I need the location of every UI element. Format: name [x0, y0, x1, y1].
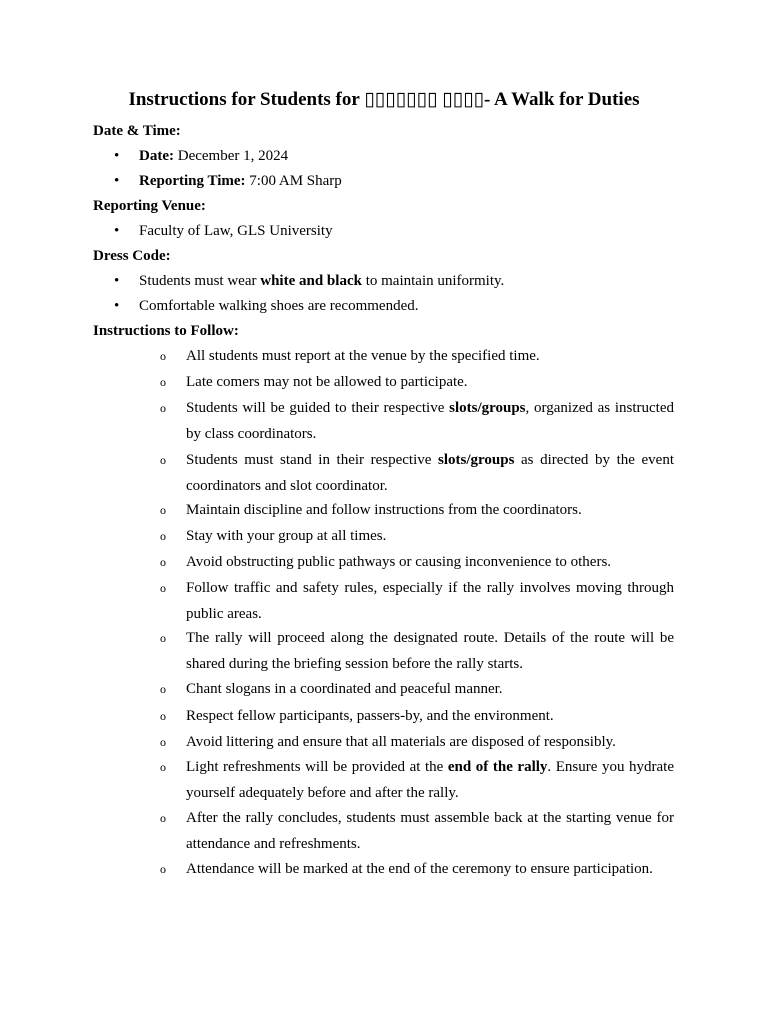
venue-text: Faculty of Law, GLS University — [139, 223, 333, 239]
instructions-heading: Instructions to Follow: — [93, 323, 239, 339]
instruction-text: Attendance will be marked at the end of the ceremony to ensure participation. — [186, 861, 653, 877]
instruction-item — [160, 856, 674, 882]
instruction-text: All students must report at the venue by the specified time. — [186, 348, 540, 364]
circle-bullet-icon: o — [160, 682, 166, 696]
instruction-text: Avoid littering and ensure that all materials are disposed of responsibly. — [186, 734, 616, 750]
bullet-icon: • — [114, 173, 120, 189]
shoes-text: Comfortable walking shoes are recommended. — [139, 298, 419, 314]
date-time-heading: Date & Time: — [93, 123, 181, 139]
circle-bullet-icon: o — [160, 862, 166, 876]
circle-bullet-icon: o — [160, 453, 166, 467]
venue-heading: Reporting Venue: — [93, 198, 206, 214]
text-span: Students must wear — [139, 273, 261, 289]
date-line — [139, 147, 288, 165]
circle-bullet-icon: o — [160, 555, 166, 569]
bullet-icon: • — [114, 273, 120, 289]
reporting-time-value: 7:00 AM Sharp — [245, 173, 342, 189]
instruction-item — [160, 549, 674, 575]
emphasis-text: end of the rally — [447, 759, 548, 775]
dress-code-heading: Dress Code: — [93, 248, 171, 264]
instruction-item — [160, 703, 674, 729]
circle-bullet-icon: o — [160, 631, 166, 645]
instruction-item — [160, 676, 674, 702]
instruction-text — [186, 447, 674, 499]
instruction-text — [186, 395, 674, 447]
bullet-icon: • — [114, 148, 120, 164]
circle-bullet-icon: o — [160, 375, 166, 389]
instruction-item — [160, 343, 674, 369]
circle-bullet-icon: o — [160, 735, 166, 749]
instruction-text: The rally will proceed along the designated route. Details of the route will be shared during the briefing session before the rally starts. — [186, 630, 674, 672]
instruction-text: Chant slogans in a coordinated and peaceful manner. — [186, 681, 503, 697]
circle-bullet-icon: o — [160, 581, 166, 595]
emphasis-text: slots/groups — [449, 400, 526, 416]
instruction-text: Late comers may not be allowed to participate. — [186, 374, 468, 390]
reporting-time-label: Reporting Time: — [139, 173, 246, 189]
instruction-item — [160, 625, 674, 677]
instruction-item — [160, 523, 674, 549]
circle-bullet-icon: o — [160, 401, 166, 415]
instruction-item — [160, 395, 674, 447]
text-span: . Ensure you hydrate yourself adequately before and after the rally. — [186, 759, 674, 801]
text-span: as directed by the event coordinators and slot coordinator. — [186, 452, 674, 494]
date-value: December 1, 2024 — [173, 148, 289, 164]
date-label: Date: — [139, 148, 174, 164]
circle-bullet-icon: o — [160, 811, 166, 825]
bullet-icon: • — [114, 223, 120, 239]
instruction-item — [160, 369, 674, 395]
text-span: , organized as instructed by class coordinators. — [186, 400, 674, 442]
emphasis-text: slots/groups — [438, 452, 515, 468]
instruction-text: Respect fellow participants, passers-by, and the environment. — [186, 708, 554, 724]
dress-code-text — [139, 272, 504, 290]
circle-bullet-icon: o — [160, 503, 166, 517]
text-span: Students must stand in their respective — [186, 452, 439, 468]
instruction-text: After the rally concludes, students must assemble back at the starting venue for attendance and refreshments. — [186, 810, 674, 852]
instruction-item — [160, 575, 674, 627]
circle-bullet-icon: o — [160, 709, 166, 723]
instruction-item — [160, 805, 674, 857]
reporting-time-line — [139, 172, 342, 190]
instruction-item — [160, 447, 674, 499]
emphasis-text: white and black — [260, 273, 362, 289]
instruction-text: Stay with your group at all times. — [186, 528, 387, 544]
circle-bullet-icon: o — [160, 529, 166, 543]
text-span: Students will be guided to their respective — [186, 400, 450, 416]
bullet-icon: • — [114, 298, 120, 314]
circle-bullet-icon: o — [160, 349, 166, 363]
instruction-text: Follow traffic and safety rules, especially if the rally involves moving through public areas. — [186, 580, 674, 622]
text-span: to maintain uniformity. — [361, 273, 505, 289]
instruction-text: Maintain discipline and follow instructions from the coordinators. — [186, 502, 582, 518]
document-title: Instructions for Students for ▯▯▯▯▯▯▯ ▯▯▯▯- A Walk for Duties — [128, 89, 640, 110]
instruction-item — [160, 729, 674, 755]
text-span: Light refreshments will be provided at the — [186, 759, 448, 775]
instruction-item — [160, 754, 674, 806]
instruction-text: Avoid obstructing public pathways or causing inconvenience to others. — [186, 554, 612, 570]
instruction-item — [160, 497, 674, 523]
circle-bullet-icon: o — [160, 760, 166, 774]
instruction-text — [186, 754, 674, 806]
